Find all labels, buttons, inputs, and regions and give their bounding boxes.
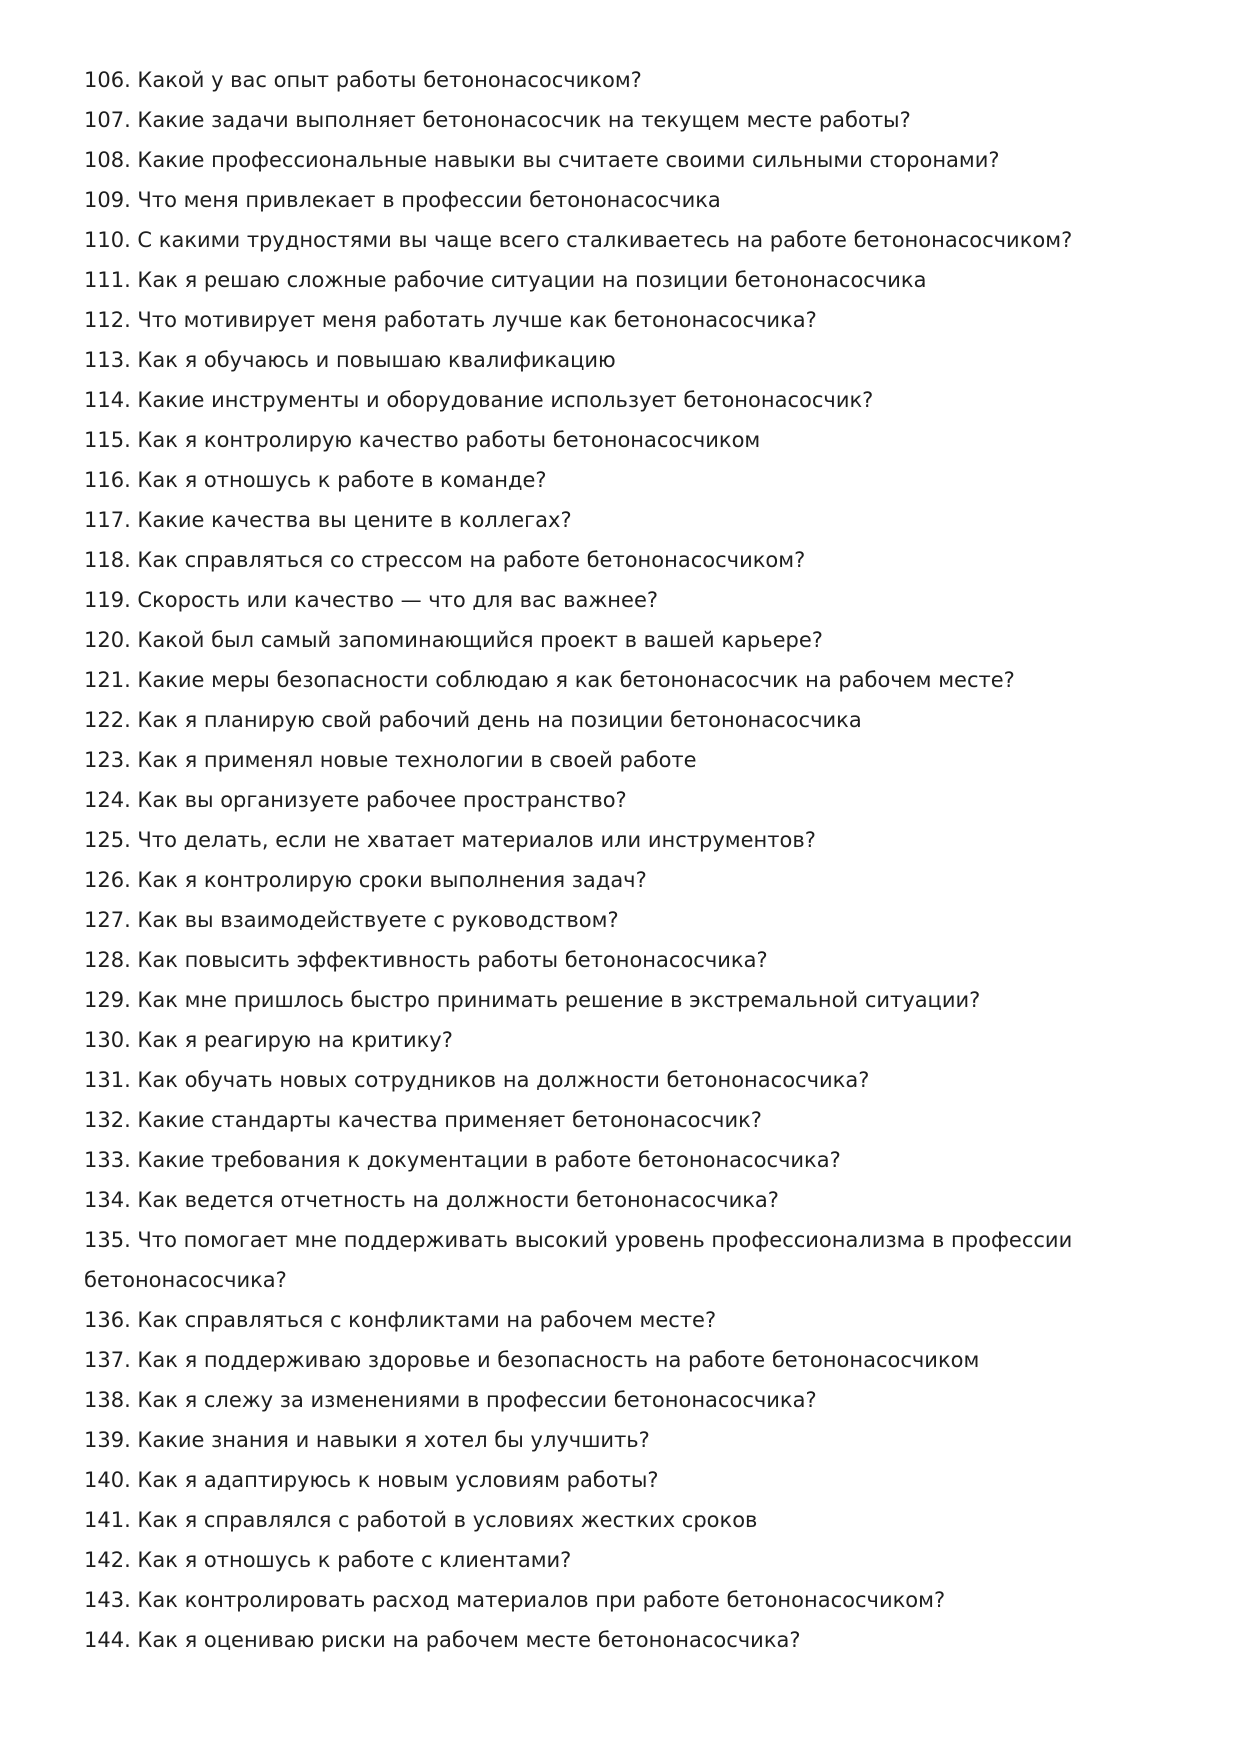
question-item: 142. Как я отношусь к работе с клиентами? — [84, 1548, 572, 1572]
question-item: 139. Какие знания и навыки я хотел бы улучшить? — [84, 1428, 650, 1452]
question-item: 120. Какой был самый запоминающийся проект в вашей карьере? — [84, 628, 823, 652]
question-item: 107. Какие задачи выполняет бетононасосчик на текущем месте работы? — [84, 108, 911, 132]
question-item: 126. Как я контролирую сроки выполнения задач? — [84, 868, 647, 892]
question-item: 111. Как я решаю сложные рабочие ситуации на позиции бетононасосчика — [84, 268, 927, 292]
question-item: 124. Как вы организуете рабочее пространство? — [84, 788, 627, 812]
question-item: 143. Как контролировать расход материалов при работе бетононасосчиком? — [84, 1588, 946, 1612]
question-item: 137. Как я поддерживаю здоровье и безопасность на работе бетононасосчиком — [84, 1348, 980, 1372]
question-item: 135. Что помогает мне поддерживать высокий уровень профессионализма в профессии бетононасосчика? — [84, 1228, 1073, 1292]
question-item: 128. Как повысить эффективность работы бетононасосчика? — [84, 948, 768, 972]
question-item: 110. С какими трудностями вы чаще всего сталкиваетесь на работе бетононасосчиком? — [84, 228, 1073, 252]
question-item: 113. Как я обучаюсь и повышаю квалификацию — [84, 348, 616, 372]
question-item: 122. Как я планирую свой рабочий день на позиции бетононасосчика — [84, 708, 862, 732]
question-item: 125. Что делать, если не хватает материалов или инструментов? — [84, 828, 816, 852]
question-item: 136. Как справляться с конфликтами на рабочем месте? — [84, 1308, 717, 1332]
question-item: 131. Как обучать новых сотрудников на должности бетононасосчика? — [84, 1068, 870, 1092]
question-item: 117. Какие качества вы цените в коллегах? — [84, 508, 572, 532]
question-item: 121. Какие меры безопасности соблюдаю я как бетононасосчик на рабочем месте? — [84, 668, 1015, 692]
question-item: 144. Как я оцениваю риски на рабочем месте бетононасосчика? — [84, 1628, 801, 1652]
question-item: 112. Что мотивирует меня работать лучше как бетононасосчика? — [84, 308, 817, 332]
question-item: 129. Как мне пришлось быстро принимать решение в экстремальной ситуации? — [84, 988, 981, 1012]
question-item: 132. Какие стандарты качества применяет бетононасосчик? — [84, 1108, 762, 1132]
question-item: 115. Как я контролирую качество работы бетононасосчиком — [84, 428, 761, 452]
question-item: 127. Как вы взаимодействуете с руководством? — [84, 908, 619, 932]
question-item: 114. Какие инструменты и оборудование использует бетононасосчик? — [84, 388, 874, 412]
question-list — [84, 60, 1164, 1660]
question-item: 108. Какие профессиональные навыки вы считаете своими сильными сторонами? — [84, 148, 1000, 172]
question-item: 134. Как ведется отчетность на должности бетононасосчика? — [84, 1188, 779, 1212]
question-item: 130. Как я реагирую на критику? — [84, 1028, 453, 1052]
question-item: 109. Что меня привлекает в профессии бетононасосчика — [84, 188, 721, 212]
question-item: 141. Как я справлялся с работой в условиях жестких сроков — [84, 1508, 758, 1532]
question-item: 138. Как я слежу за изменениями в профессии бетононасосчика? — [84, 1388, 817, 1412]
question-item: 123. Как я применял новые технологии в своей работе — [84, 748, 697, 772]
question-item: 118. Как справляться со стрессом на работе бетононасосчиком? — [84, 548, 806, 572]
question-item: 133. Какие требования к документации в работе бетононасосчика? — [84, 1148, 841, 1172]
question-item: 116. Как я отношусь к работе в команде? — [84, 468, 547, 492]
question-item: 119. Скорость или качество — что для вас важнее? — [84, 588, 659, 612]
question-item: 106. Какой у вас опыт работы бетононасосчиком? — [84, 68, 642, 92]
document-page — [84, 60, 1164, 1660]
question-item: 140. Как я адаптируюсь к новым условиям работы? — [84, 1468, 659, 1492]
